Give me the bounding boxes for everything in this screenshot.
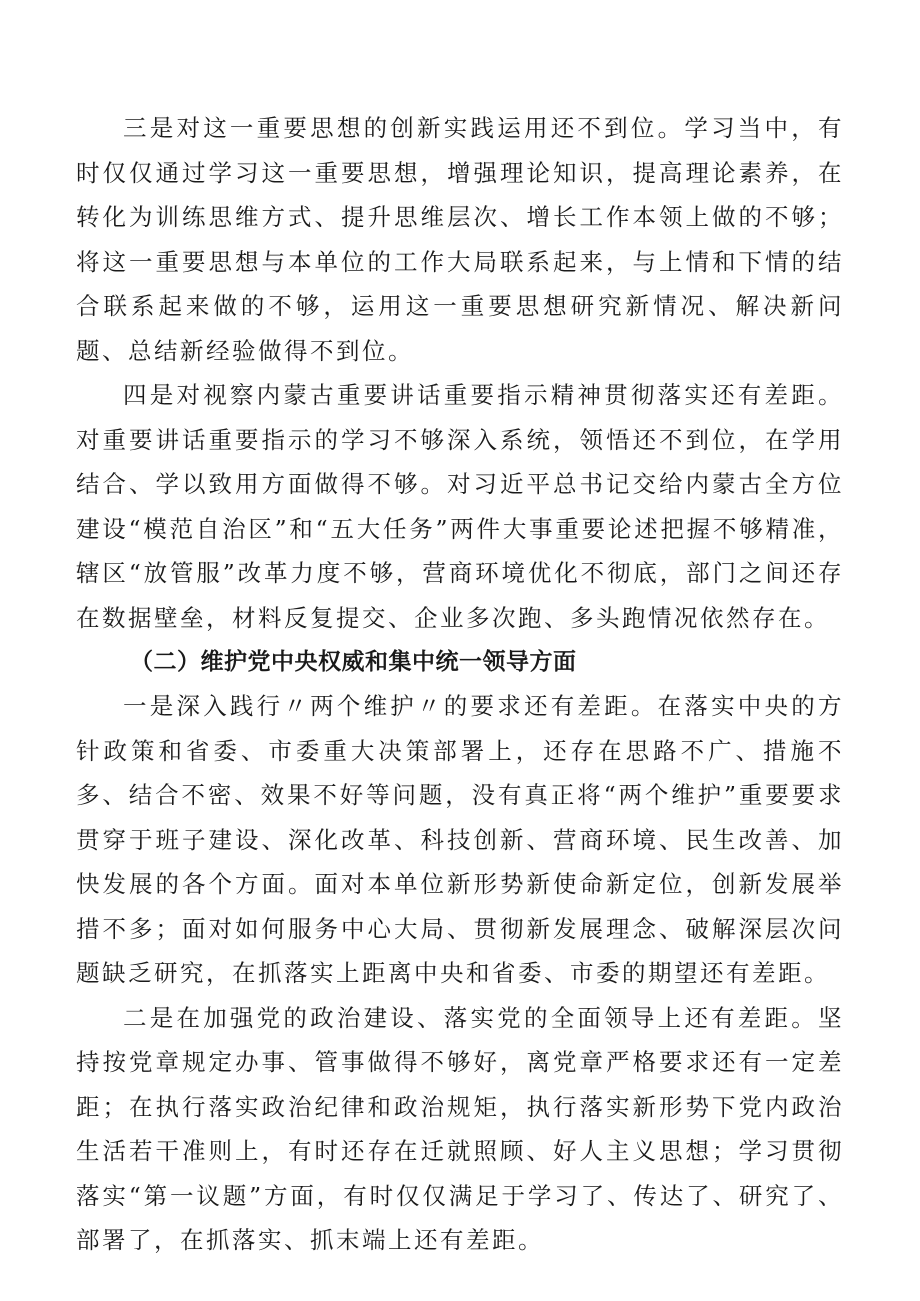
section-heading: （二）维护党中央权威和集中统一领导方面 [130, 649, 577, 675]
paragraph-point-three: 三是对这一重要思想的创新实践运用还不到位。学习当中，有时仅仅通过学习这一重要思想，增强理论知识，提高理论素养，在转化为训练思维方式、提升思维层次、增长工作本领上做的不够；将这一重要思想与本单位的工作大局联系起来，与上情和下情的结合联系起来做的不够，运用这一重要思想研究新情况、解决新问题、总结新经验做得不到位。 [76, 114, 844, 365]
paragraph-point-one: 一是深入践行〃两个维护〃的要求还有差距。在落实中央的方针政策和省委、市委重大决策部署上，还存在思路不广、措施不多、结合不密、效果不好等问题，没有真正将“两个维护”重要要求贯穿于班子建设、深化改革、科技创新、营商环境、民生改善、加快发展的各个方面。面对本单位新形势新使命新定位，创新发展举措不多；面对如何服务中心大局、贯彻新发展理念、破解深层次问题缺乏研究，在抓落实上距离中央和省委、市委的期望还有差距。 [76, 692, 844, 987]
paragraph-point-two: 二是在加强党的政治建设、落实党的全面领导上还有差距。坚持按党章规定办事、管事做得不够好，离党章严格要求还有一定差距；在执行落实政治纪律和政治规矩，执行落实新形势下党内政治生活若干准则上，有时还存在迁就照顾、好人主义思想；学习贯彻落实“第一议题”方面，有时仅仅满足于学习了、传达了、研究了、部署了，在抓落实、抓末端上还有差距。 [76, 1003, 844, 1254]
paragraph-point-four: 四是对视察内蒙古重要讲话重要指示精神贯彻落实还有差距。对重要讲话重要指示的学习不够深入系统，领悟还不到位，在学用结合、学以致用方面做得不够。对习近平总书记交给内蒙古全方位建设“模范自治区”和“五大任务”两件大事重要论述把握不够精准，辖区“放管服”改革力度不够，营商环境优化不彻底，部门之间还存在数据壁垒，材料反复提交、企业多次跑、多头跑情况依然存在。 [76, 381, 844, 632]
document-page [76, 106, 844, 1263]
